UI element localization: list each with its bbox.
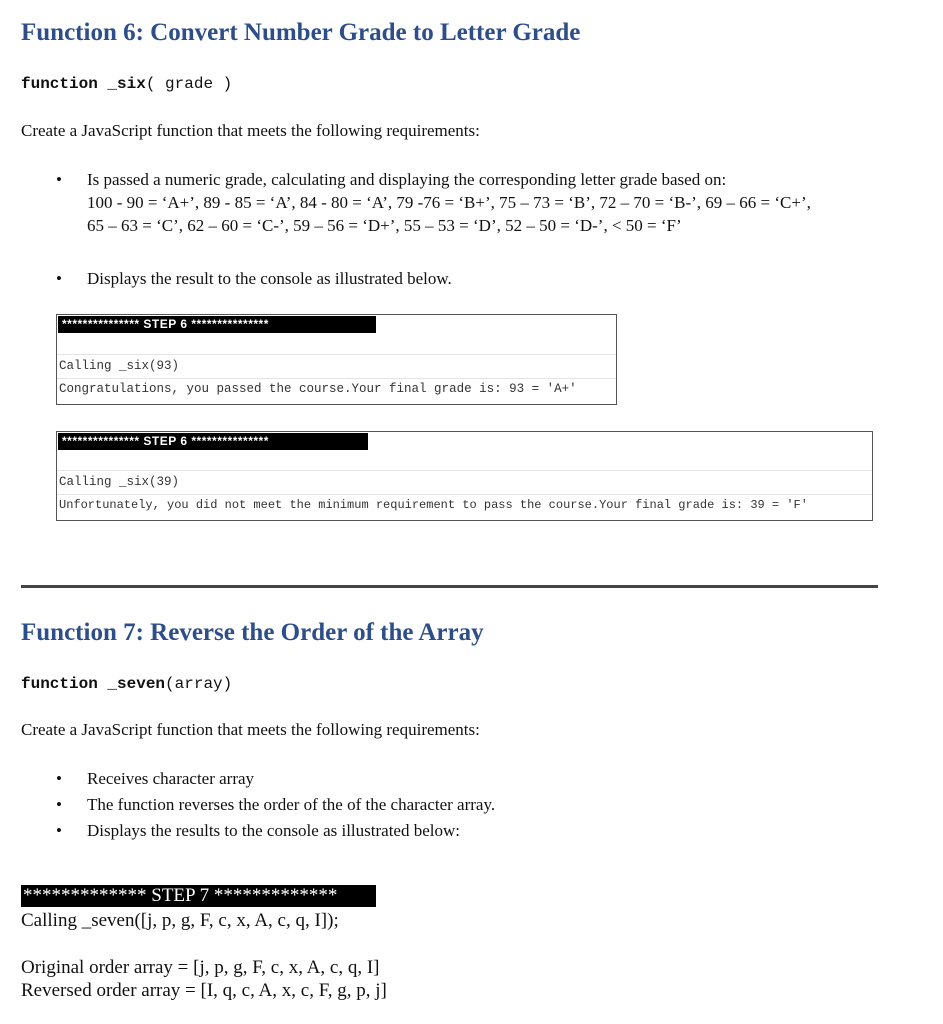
- console-output-fail: [56, 431, 873, 521]
- signature-keyword: function: [21, 75, 98, 93]
- function6-signature: [21, 75, 232, 93]
- function6-bullet-2: [56, 267, 896, 291]
- bullet-icon: •: [56, 269, 62, 288]
- step7-header: ************* STEP 7 *************: [21, 885, 376, 907]
- bullet-text: Receives character array: [87, 769, 255, 788]
- console-output-pass: [56, 314, 617, 405]
- divider: [57, 378, 616, 379]
- bullet-icon: •: [56, 769, 62, 788]
- console-line: Calling _six(93): [59, 359, 180, 373]
- function6-bullet-1: [56, 168, 896, 238]
- divider: [57, 354, 616, 355]
- bullet-text: Is passed a numeric grade, calculating and displaying the corresponding letter grade based on:: [87, 170, 727, 189]
- bullet-icon: •: [56, 795, 62, 814]
- console-header: *************** STEP 6 ***************: [58, 316, 376, 333]
- console-header: *************** STEP 6 ***************: [58, 433, 368, 450]
- bullet-icon: •: [56, 170, 62, 189]
- function7-bullet-1: [56, 767, 896, 791]
- bullet-text-cont: 65 – 63 = ‘C’, 62 – 60 = ‘C-’, 59 – 56 = ‘D+’, 55 – 53 = ‘D’, 52 – 50 = ‘D-’, < 50 = ‘F’: [87, 216, 682, 235]
- bullet-text-cont: 100 - 90 = ‘A+’, 89 - 85 = ‘A’, 84 - 80 = ‘A’, 79 -76 = ‘B+’, 75 – 73 = ‘B’, 72 – 70 = ‘B-’, 69 – 66 = ‘C+’,: [87, 193, 811, 212]
- function6-heading: Function 6: Convert Number Grade to Letter Grade: [21, 19, 581, 46]
- signature-function-name: _six: [107, 75, 146, 93]
- function7-signature: [21, 675, 232, 693]
- divider: [57, 470, 872, 471]
- function7-heading: Function 7: Reverse the Order of the Array: [21, 619, 484, 646]
- bullet-text: The function reverses the order of the of the character array.: [87, 795, 496, 814]
- function7-bullet-2: [56, 793, 896, 817]
- console-line: Congratulations, you passed the course.Your final grade is: 93 = 'A+': [59, 382, 577, 396]
- bullet-text: Displays the results to the console as illustrated below:: [87, 821, 460, 840]
- function7-bullet-3: [56, 819, 896, 843]
- section-divider: [21, 585, 878, 588]
- step7-reversed-line: Reversed order array = [I, q, c, A, x, c, F, g, p, j]: [21, 980, 387, 1001]
- function6-intro: Create a JavaScript function that meets the following requirements:: [21, 121, 480, 140]
- divider: [57, 494, 872, 495]
- signature-keyword: function: [21, 675, 98, 693]
- signature-args: ( grade ): [145, 75, 233, 93]
- function7-intro: Create a JavaScript function that meets the following requirements:: [21, 720, 480, 739]
- signature-function-name: _seven: [107, 675, 166, 693]
- step7-calling-line: Calling _seven([j, p, g, F, c, x, A, c, q, I]);: [21, 910, 339, 931]
- bullet-text: Displays the result to the console as illustrated below.: [87, 269, 452, 288]
- console-line: Calling _six(39): [59, 475, 180, 489]
- bullet-icon: •: [56, 821, 62, 840]
- signature-args: (array): [165, 675, 233, 693]
- console-line: Unfortunately, you did not meet the minimum requirement to pass the course.Your final grade is: 39 = 'F': [59, 498, 808, 512]
- step7-original-line: Original order array = [j, p, g, F, c, x, A, c, q, I]: [21, 957, 380, 978]
